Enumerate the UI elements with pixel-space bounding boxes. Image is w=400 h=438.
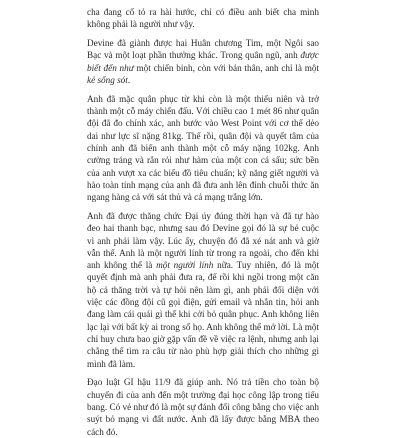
paragraph-2-text-a: Devine đã giành được hai Huân chương Tim, một Ngôi sao Bạc và một loạt phần thưởng khác. Trong quân ngũ, anh <box>87 38 319 61</box>
paragraph-5 <box>87 376 319 437</box>
paragraph-3 <box>87 93 319 204</box>
paragraph-2-text-c: . <box>127 74 131 85</box>
body-text <box>87 6 319 438</box>
paragraph-2 <box>87 37 319 86</box>
paragraph-4-text-a: Anh đã được thăng chức Đại úy đúng thời hạn và đã tự hào đeo hai thanh bạc, nhưng sau đó Devine gọi đó là sự bẻ cuộc vì anh phải làm vậy. Lúc ấy, chuyện đó đã xé nát anh và giờ vẫn thế. Anh là một người lính từ trong ra ngoài, cho đến khi anh không thể là <box>87 210 319 271</box>
paragraph-4 <box>87 210 319 370</box>
paragraph-3-text: Anh đã mặc quân phục từ khi còn là một thiếu niên và trở thành một cỗ máy chiến đấu. Với chiều cao 1 mét 86 như quân đội đã đo chính xác, anh bước vào West Point với cơ thể dẻo dai như lực sĩ nặng 81kg. Thể rồi, quân đội và quyết tâm của chính anh đã biến anh thành một cỗ máy nặng 102kg. Anh cường tráng và rắn rỏi như hàm của một con cá sấu; sức bền của anh vượt xa các biểu đồ tiêu chuẩn; kỹ năng giết người và hào toàn tính mạng của anh đã đưa anh lên đỉnh chuỗi thức ăn ngang hàng cả với sát thủ và cả mạng trắng lớn. <box>87 93 319 203</box>
paragraph-1 <box>87 6 319 31</box>
paragraph-5-text: Đạo luật GI hậu 11/9 đã giúp anh. Nó trả tiền cho toàn bộ chuyến đi của anh đến một trường đại học công lập trong tiểu bang. Có vẻ như đó là một sự đánh đổi công bằng cho việc anh suýt bỏ mạng vì đất nước. Anh đã lấy được bằng MBA theo cách đó. <box>87 377 319 437</box>
paragraph-4-emphasis: một người lính <box>156 260 214 271</box>
paragraph-4-text-b: nữa. Tuy nhiên, đó là một quyết định mà anh phải đưa ra, để rồi khi ngồi trong một căn hộ cả thăng trời và tự hỏi nên làm gì, anh phải đối diện với việc các đồng đội cũ gọi điện, gửi email và nhắn tin, hỏi anh đang làm cái quái gì thế khi cởi bỏ quân phục. Anh không liên lạc lại với bất kỳ ai trong số họ. Anh không thể mở lời. Là một chỉ huy chưa bao giờ gặp vấn đề về việc ra lệnh, nhưng anh lại chẳng thể tìm ra câu từ nào phù hợp giải thích cho những gì mình đã làm. <box>87 260 319 369</box>
paragraph-2-text-b: một chiến binh, còn với bản thân, anh chỉ là một <box>133 62 319 73</box>
paragraph-2-emphasis-2: kẻ sống sót <box>87 74 128 85</box>
paragraph-2-emphasis-1: được biết đến như <box>87 50 319 73</box>
paragraph-1-text: cha đang cố tỏ ra hài hước, chỉ có điều anh biết cha mình không phải là người như vậy. <box>87 7 319 30</box>
